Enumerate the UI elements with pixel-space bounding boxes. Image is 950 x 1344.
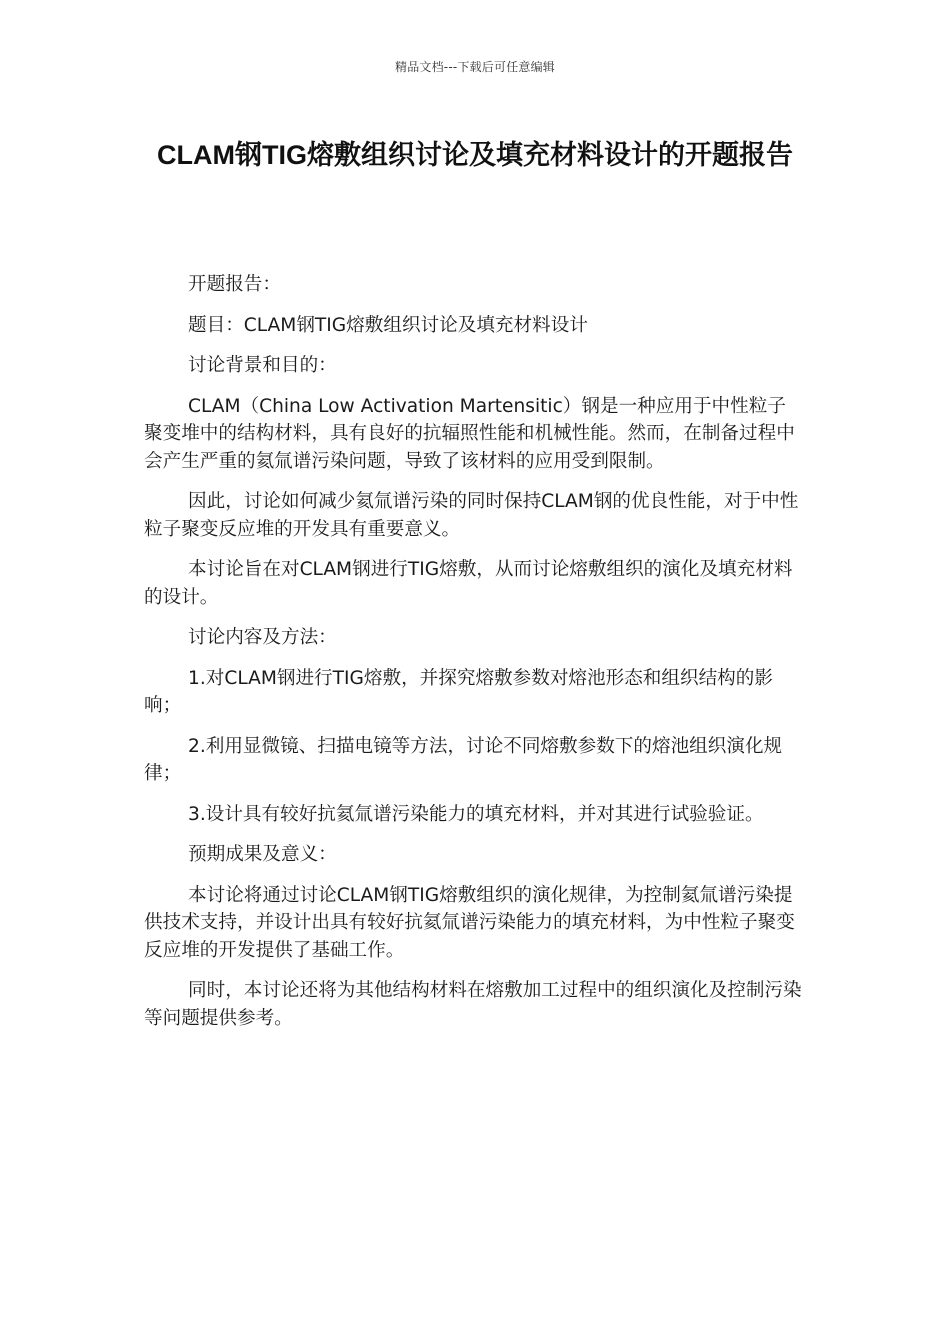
topic-line: 题目：CLAM钢TIG熔敷组织讨论及填充材料设计 bbox=[188, 314, 588, 336]
paragraph-clam-intro: CLAM（China Low Activation Martensitic）钢是一种应用于中性粒子聚变堆中的结构材料，具有良好的抗辐照性能和机械性能。然而，在制备过程中会产生严重的氦氚谱污染问题，导致了该材料的应用受到限制。 bbox=[144, 395, 795, 472]
section-label-report: 开题报告： bbox=[188, 274, 281, 295]
paragraph-additional: 同时，本讨论还将为其他结构材料在熔敷加工过程中的组织演化及控制污染等问题提供参考。 bbox=[144, 980, 802, 1029]
method-item-2: 2.利用显微镜、扫描电镜等方法，讨论不同熔敷参数下的熔池组织演化规律； bbox=[144, 735, 783, 784]
method-item-3: 3.设计具有较好抗氦氚谱污染能力的填充材料，并对其进行试验验证。 bbox=[188, 803, 764, 825]
section-label-methods: 讨论内容及方法： bbox=[188, 627, 337, 648]
section-label-background: 讨论背景和目的： bbox=[188, 355, 337, 376]
paragraph-significance: 因此，讨论如何减少氦氚谱污染的同时保持CLAM钢的优良性能，对于中性粒子聚变反应堆的开发具有重要意义。 bbox=[144, 491, 799, 540]
section-label-outcomes: 预期成果及意义： bbox=[188, 844, 337, 865]
paragraph-aim: 本讨论旨在对CLAM钢进行TIG熔敷，从而讨论熔敷组织的演化及填充材料的设计。 bbox=[144, 559, 793, 608]
document-body bbox=[144, 271, 804, 1045]
document-title: CLAM钢TIG熔敷组织讨论及填充材料设计的开题报告 bbox=[157, 140, 793, 170]
paragraph-outcomes: 本讨论将通过讨论CLAM钢TIG熔敷组织的演化规律，为控制氦氚谱污染提供技术支持，并设计出具有较好抗氦氚谱污染能力的填充材料，为中性粒子聚变反应堆的开发提供了基础工作。 bbox=[144, 884, 795, 961]
header-note: 精品文档---下载后可任意编辑 bbox=[395, 60, 555, 74]
method-item-1: 1.对CLAM钢进行TIG熔敷，并探究熔敷参数对熔池形态和组织结构的影响； bbox=[144, 667, 773, 716]
